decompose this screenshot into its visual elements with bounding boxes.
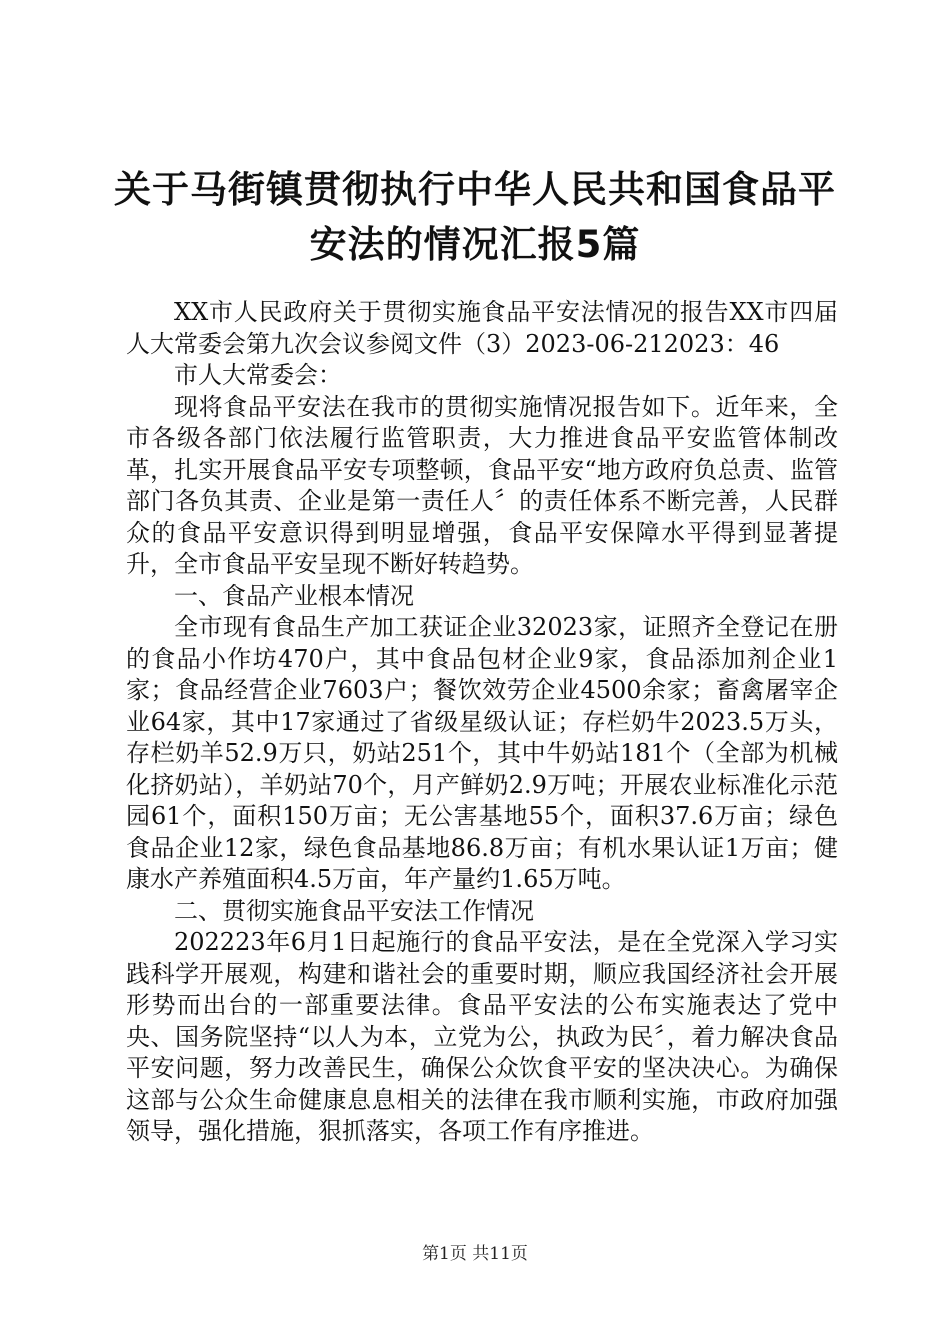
paragraph-salutation: 市人大常委会： (174, 361, 342, 389)
page-number-footer: 第1页 共11页 (422, 1244, 528, 1264)
paragraph-report-header: XX市人民政府关于贯彻实施食品平安法情况的报告XX市四届人大常委会第九次会议参阅文件（3）2023-06-212023：46 (126, 298, 838, 358)
section-heading-2: 二、贯彻实施食品平安法工作情况 (174, 896, 534, 925)
document-body (126, 297, 838, 1148)
paragraph-intro: 现将食品平安法在我市的贯彻实施情况报告如下。近年来，全市各级各部门依法履行监管职责，大力推进食品平安监管体制改革，扎实开展食品平安专项整顿，食品平安“地方政府负总责、监管部门各负其责、企业是第一责任人〞的责任体系不断完善，人民群众的食品平安意识得到明显增强，食品平安保障水平得到显著提升，全市食品平安呈现不断好转趋势。 (126, 392, 838, 578)
paragraph-law-implementation: 202223年6月1日起施行的食品平安法，是在全党深入学习实践科学开展观，构建和谐社会的重要时期，顺应我国经济社会开展形势而出台的一部重要法律。食品平安法的公布实施表达了党中央、国务院坚持“以人为本，立党为公，执政为民〞，着力解决食品平安问题，努力改善民生，确保公众饮食平安的坚决决心。为确保这部与公众生命健康息息相关的法律在我市顺利实施，市政府加强领导，强化措施，狠抓落实，各项工作有序推进。 (126, 928, 838, 1145)
section-heading-1: 一、食品产业根本情况 (174, 581, 414, 610)
paragraph-industry-stats: 全市现有食品生产加工获证企业32023家，证照齐全登记在册的食品小作坊470户，其中食品包材企业9家，食品添加剂企业1家；食品经营企业7603户；餐饮效劳企业4500余家；畜禽屠宰企业64家，其中17家通过了省级星级认证；存栏奶牛2023.5万头，存栏奶羊52.9万只，奶站251个，其中牛奶站181个（全部为机械化挤奶站），羊奶站70个，月产鲜奶2.9万吨；开展农业标准化示范园61个，面积150万亩；无公害基地55个，面积37.6万亩；绿色食品企业12家，绿色食品基地86.8万亩；有机水果认证1万亩；健康水产养殖面积4.5万亩，年产量约1.65万吨。 (126, 613, 838, 893)
document-title: 关于马街镇贯彻执行中华人民共和国食品平安法的情况汇报5篇 (114, 168, 836, 266)
